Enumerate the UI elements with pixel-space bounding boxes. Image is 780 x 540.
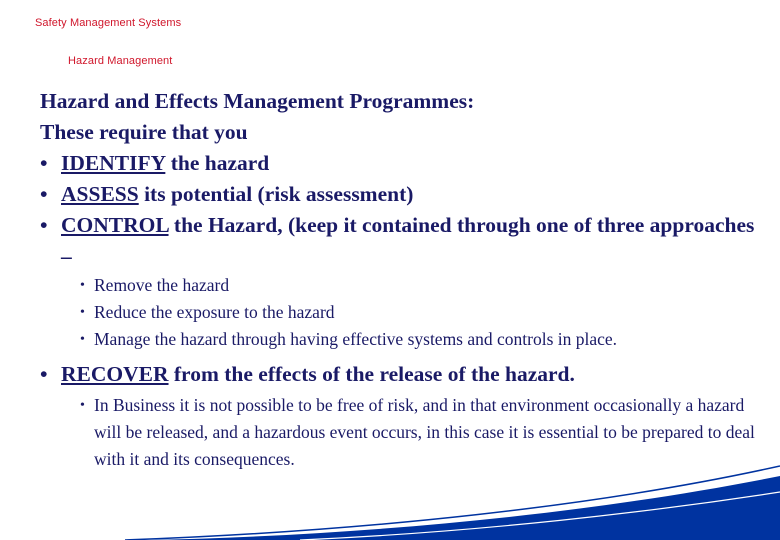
sub-bullet-marker: • — [80, 398, 85, 413]
slide-title: Hazard and Effects Management Programmes: — [40, 89, 475, 113]
sub-bullet-marker: • — [80, 332, 85, 347]
bullet-keyword: RECOVER — [61, 362, 169, 386]
header-subtitle: Hazard Management — [68, 55, 173, 67]
bullet-marker: • — [40, 362, 48, 386]
bullet-marker: • — [40, 151, 48, 175]
sub-bullet-text: In Business it is not possible to be free of risk, and in that environment occasionally a hazard will be released, and a hazardous event occurs, in this case it is essential to be prepared to deal with it and its consequences. — [94, 395, 755, 469]
bullet-text: the Hazard, (keep it contained through one of three approaches – — [61, 213, 755, 268]
bullet-marker: • — [40, 182, 48, 206]
bullet-keyword: CONTROL — [61, 213, 169, 237]
header-title: Safety Management Systems — [35, 17, 182, 29]
sub-bullet-text: Reduce the exposure to the hazard — [94, 302, 335, 322]
bullet-marker: • — [40, 213, 48, 237]
slide-intro: These require that you — [40, 120, 248, 144]
bullet-text: its potential (risk assessment) — [138, 182, 414, 206]
sub-bullet-text: Manage the hazard through having effective systems and controls in place. — [94, 329, 618, 349]
bullet-keyword: IDENTIFY — [61, 151, 166, 175]
bullet-text: the hazard — [165, 151, 270, 175]
bullet-text: from the effects of the release of the hazard. — [168, 362, 575, 386]
sub-bullet-marker: • — [80, 278, 85, 293]
sub-bullet-text: Remove the hazard — [94, 275, 230, 295]
bullet-keyword: ASSESS — [61, 182, 139, 206]
sub-bullet-marker: • — [80, 305, 85, 320]
